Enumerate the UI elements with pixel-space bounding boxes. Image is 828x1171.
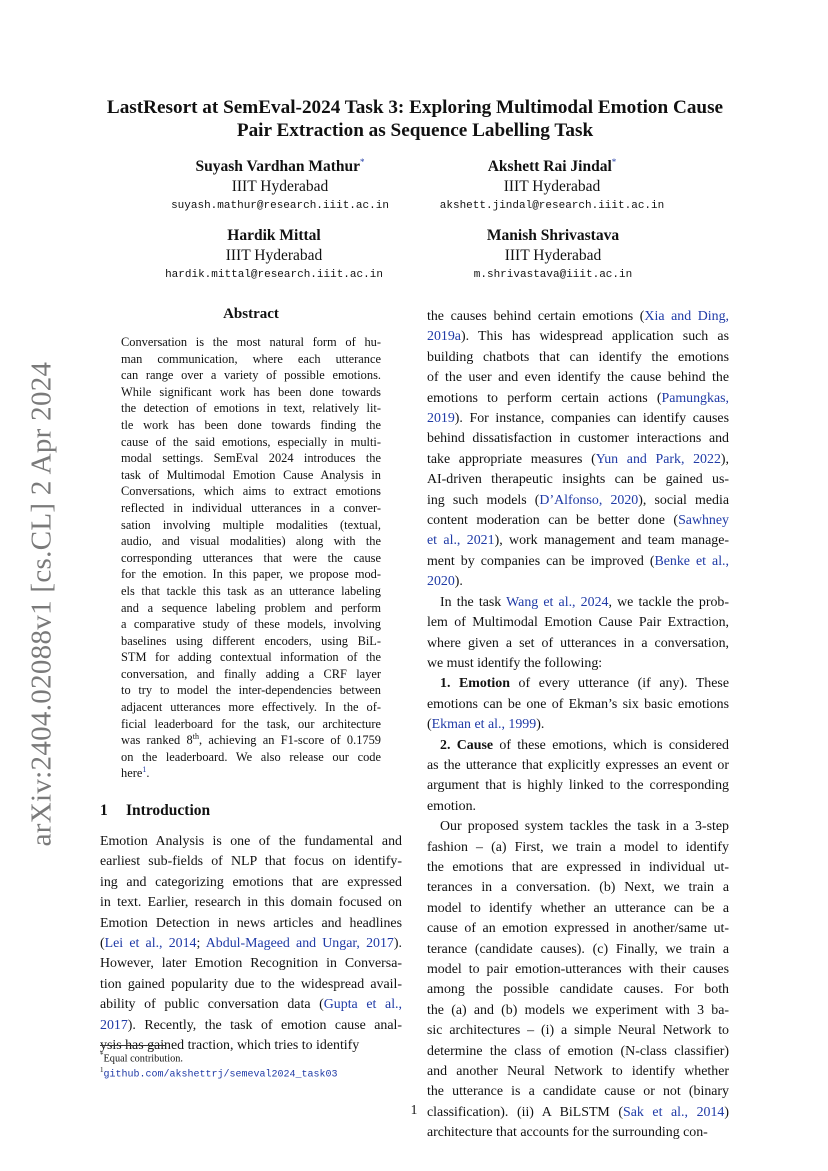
text-line: on the leaderboard. We also release our code <box>121 749 381 764</box>
text-line: 2017). Recently, the task of emotion cause anal- <box>100 1017 402 1033</box>
section-heading: 1 Introduction <box>100 802 211 819</box>
text-line: (Ekman et al., 1999). <box>427 717 545 733</box>
page-number: 1 <box>410 1102 418 1117</box>
text-line: determine the class of emotion (N-class classifier) <box>427 1043 729 1059</box>
text-line: terances in a conversation. (b) Next, we train a <box>427 880 729 896</box>
author-email: m.shrivastava@iiit.ac.in <box>473 269 633 281</box>
text-line: in text. Earlier, research in this domain focused on <box>100 895 402 911</box>
text-line: and a sequence labeling problem and perform <box>121 600 381 615</box>
text-line: (Lei et al., 2014; Abdul-Mageed and Ungar, 2017). <box>100 936 402 952</box>
text-line: conversation, and finally adding a CRF layer <box>121 666 381 681</box>
text-line: for the emotion. In this paper, we propose mod- <box>121 567 381 582</box>
text-line: ysis has gained traction, which tries to identify <box>100 1038 360 1054</box>
text-line: man communication, where each utterance <box>121 351 381 366</box>
text-line: ability of public conversation data (Gupta et al., <box>100 997 403 1013</box>
text-line: et al., 2021), work management and team manage- <box>427 533 729 549</box>
text-line: model to pair emotion-utterances with their causes <box>427 962 729 977</box>
author-affiliation: IIIT Hyderabad <box>231 178 329 196</box>
text-line: terance (candidate causes). (c) Finally, we train a <box>427 941 729 957</box>
footnote-rule <box>100 1045 166 1046</box>
text-line: classification). (ii) A BiLSTM (Sak et al., 2014) <box>427 1104 729 1120</box>
text-line: emotions can be one of Ekman’s six basic emotions <box>427 696 729 712</box>
text-line: Conversations, which aims to extract emotions <box>121 484 381 499</box>
text-line: 2019). For instance, companies can identify causes <box>427 411 729 427</box>
right-column-text <box>427 307 729 1144</box>
text-line: building chatbots that can identify the emotions <box>427 349 729 365</box>
text-line: While significant work has been done towards <box>121 384 381 399</box>
abstract-text <box>121 334 381 782</box>
author-name: Akshett Rai Jindal* <box>487 157 617 176</box>
text-line: lem of Multimodal Emotion Cause Pair Extraction, <box>427 615 729 631</box>
author-block <box>124 226 424 284</box>
text-line: sic architectures – (i) a simple Neural Network to <box>427 1023 729 1039</box>
text-line: among the possible candidate causes. For both <box>427 982 729 998</box>
text-line: here$^1$. <box>121 765 150 781</box>
author-name: Hardik Mittal <box>227 227 321 244</box>
text-line: Emotion Detection in news articles and headlines <box>100 915 402 931</box>
text-line: In the task Wang et al., 2024, we tackle the prob- <box>440 594 729 610</box>
text-line: emotions to perform certain actions (Pamungkas, <box>427 390 729 406</box>
author-affiliation: IIIT Hyderabad <box>504 247 602 264</box>
text-line: adjacent utterances more effectively. In the of- <box>121 700 381 715</box>
text-line: 1. Emotion of every utterance (if any). These <box>440 676 729 692</box>
footnote-code: $^1$github.com/akshettrj/semeval2024_task03 <box>100 1066 338 1081</box>
text-line: we must identify the following: <box>427 655 603 671</box>
text-line: tion gained popularity due to the widespread avail- <box>100 976 402 992</box>
text-line: Our proposed system tackles the task in a 3-step <box>440 819 729 835</box>
text-line: 2019a). This has widespread application such as <box>427 329 729 345</box>
text-line: take appropriate measures (Yun and Park, 2022), <box>427 451 730 467</box>
text-line: tle work has been done towards finding the <box>121 417 381 432</box>
text-line: ment by companies can be improved (Benke et al., <box>427 553 729 569</box>
text-line: where given a set of utterances in a conversation, <box>427 635 729 651</box>
author-block <box>130 153 430 215</box>
text-line: baselines using different encoders, using BiL- <box>121 633 381 648</box>
text-line: of the user and even identify the cause behind the <box>427 370 729 386</box>
text-line: content moderation can be better done (Sawhney <box>427 513 729 529</box>
text-line: the (a) and (b) models we experiment with 3 ba- <box>427 1002 729 1018</box>
arxiv-side-stamp: arXiv:2404.02088v1 [cs.CL] 2 Apr 2024 <box>25 361 58 847</box>
text-line: the utterance is a candidate cause or not (binary <box>427 1084 729 1100</box>
author-block <box>402 153 702 215</box>
text-line: the causes behind certain emotions (Xia and Ding, <box>427 309 730 324</box>
text-line: architecture that accounts for the surrounding con- <box>427 1125 708 1141</box>
text-line: ficial leaderboard for the task, our architecture <box>121 716 381 731</box>
text-line: AI-driven therapeutic insights can be gained us- <box>427 472 729 488</box>
text-line: ing and categorizing emotions that are expressed <box>100 874 402 890</box>
author-email: suyash.mathur@research.iiit.ac.in <box>171 200 389 213</box>
text-line: earliest sub-fields of NLP that focus on identify- <box>100 854 402 870</box>
author-email: hardik.mittal@research.iiit.ac.in <box>165 269 383 281</box>
text-line: to try to model the inter-dependencies between <box>121 683 381 698</box>
text-line: 2020). <box>427 574 463 590</box>
author-email: akshett.jindal@research.iiit.ac.in <box>439 200 665 213</box>
text-line: the detection of emotions in text, relatively lit- <box>121 401 381 416</box>
text-line: sation involving multiple modalities (textual, <box>121 517 381 532</box>
text-line: 2. Cause of these emotions, which is considered <box>440 737 730 753</box>
text-line: els that tackle this task as an utterance labeling <box>121 583 381 598</box>
author-block <box>403 226 703 284</box>
abstract-heading: Abstract <box>223 306 279 322</box>
text-line: can range over a variety of possible emotions. <box>121 368 381 383</box>
text-line: emotion. <box>427 798 476 814</box>
text-line: a comparative study of these models, involving <box>121 617 381 632</box>
text-line: behind dissatisfaction in customer interactions and <box>427 431 729 447</box>
intro-text <box>100 832 402 1056</box>
author-affiliation: IIIT Hyderabad <box>225 247 323 264</box>
text-line: the emotions that are expressed in individual ut- <box>427 859 729 875</box>
text-line: reflected in individual utterances in a conver- <box>121 500 381 515</box>
text-line: fashion – (a) First, we train a model to identify <box>427 839 729 855</box>
code-link[interactable]: github.com/akshettrj/semeval2024_task03 <box>103 1069 338 1081</box>
author-name: Manish Shrivastava <box>486 227 620 244</box>
text-line: audio, and visual modalities) along with the <box>121 534 381 549</box>
text-line: modal settings. SemEval 2024 introduces the <box>121 451 381 466</box>
text-line: as the utterance that explicitly expresses an event or <box>427 757 729 773</box>
text-line: Emotion Analysis is one of the fundamental and <box>100 834 402 849</box>
text-line: cause of the said emotions, especially in multi- <box>121 434 381 449</box>
text-line: Conversation is the most natural form of hu- <box>121 335 381 349</box>
text-line: cause of an emotion expressed in another/same ut- <box>427 921 729 937</box>
footnote-equal: *Equal contribution. <box>100 1051 183 1065</box>
text-line: STM for adding contextual information of the <box>121 650 381 665</box>
text-line: corresponding utterances that were the cause <box>121 550 381 565</box>
author-affiliation: IIIT Hyderabad <box>503 178 601 196</box>
text-line: task of Multimodal Emotion Cause Analysis in <box>121 467 381 482</box>
text-line: ing such models (D’Alfonso, 2020), social media <box>427 492 729 508</box>
paper-title: LastResort at SemEval-2024 Task 3: Exploring Multimodal Emotion Cause Pair Extraction as Sequence Labelling Task <box>106 97 724 141</box>
text-line: However, later Emotion Recognition in Conversa- <box>100 956 402 972</box>
text-line: model to identify whether an utterance can be a <box>427 900 729 916</box>
text-line: was ranked 8th, achieving an F1-score of 0.1759 <box>121 732 381 748</box>
author-name: Suyash Vardhan Mathur* <box>195 157 365 176</box>
text-line: and another Neural Network to identify whether <box>427 1064 729 1080</box>
text-line: argument that is highly linked to the corresponding <box>427 778 729 794</box>
